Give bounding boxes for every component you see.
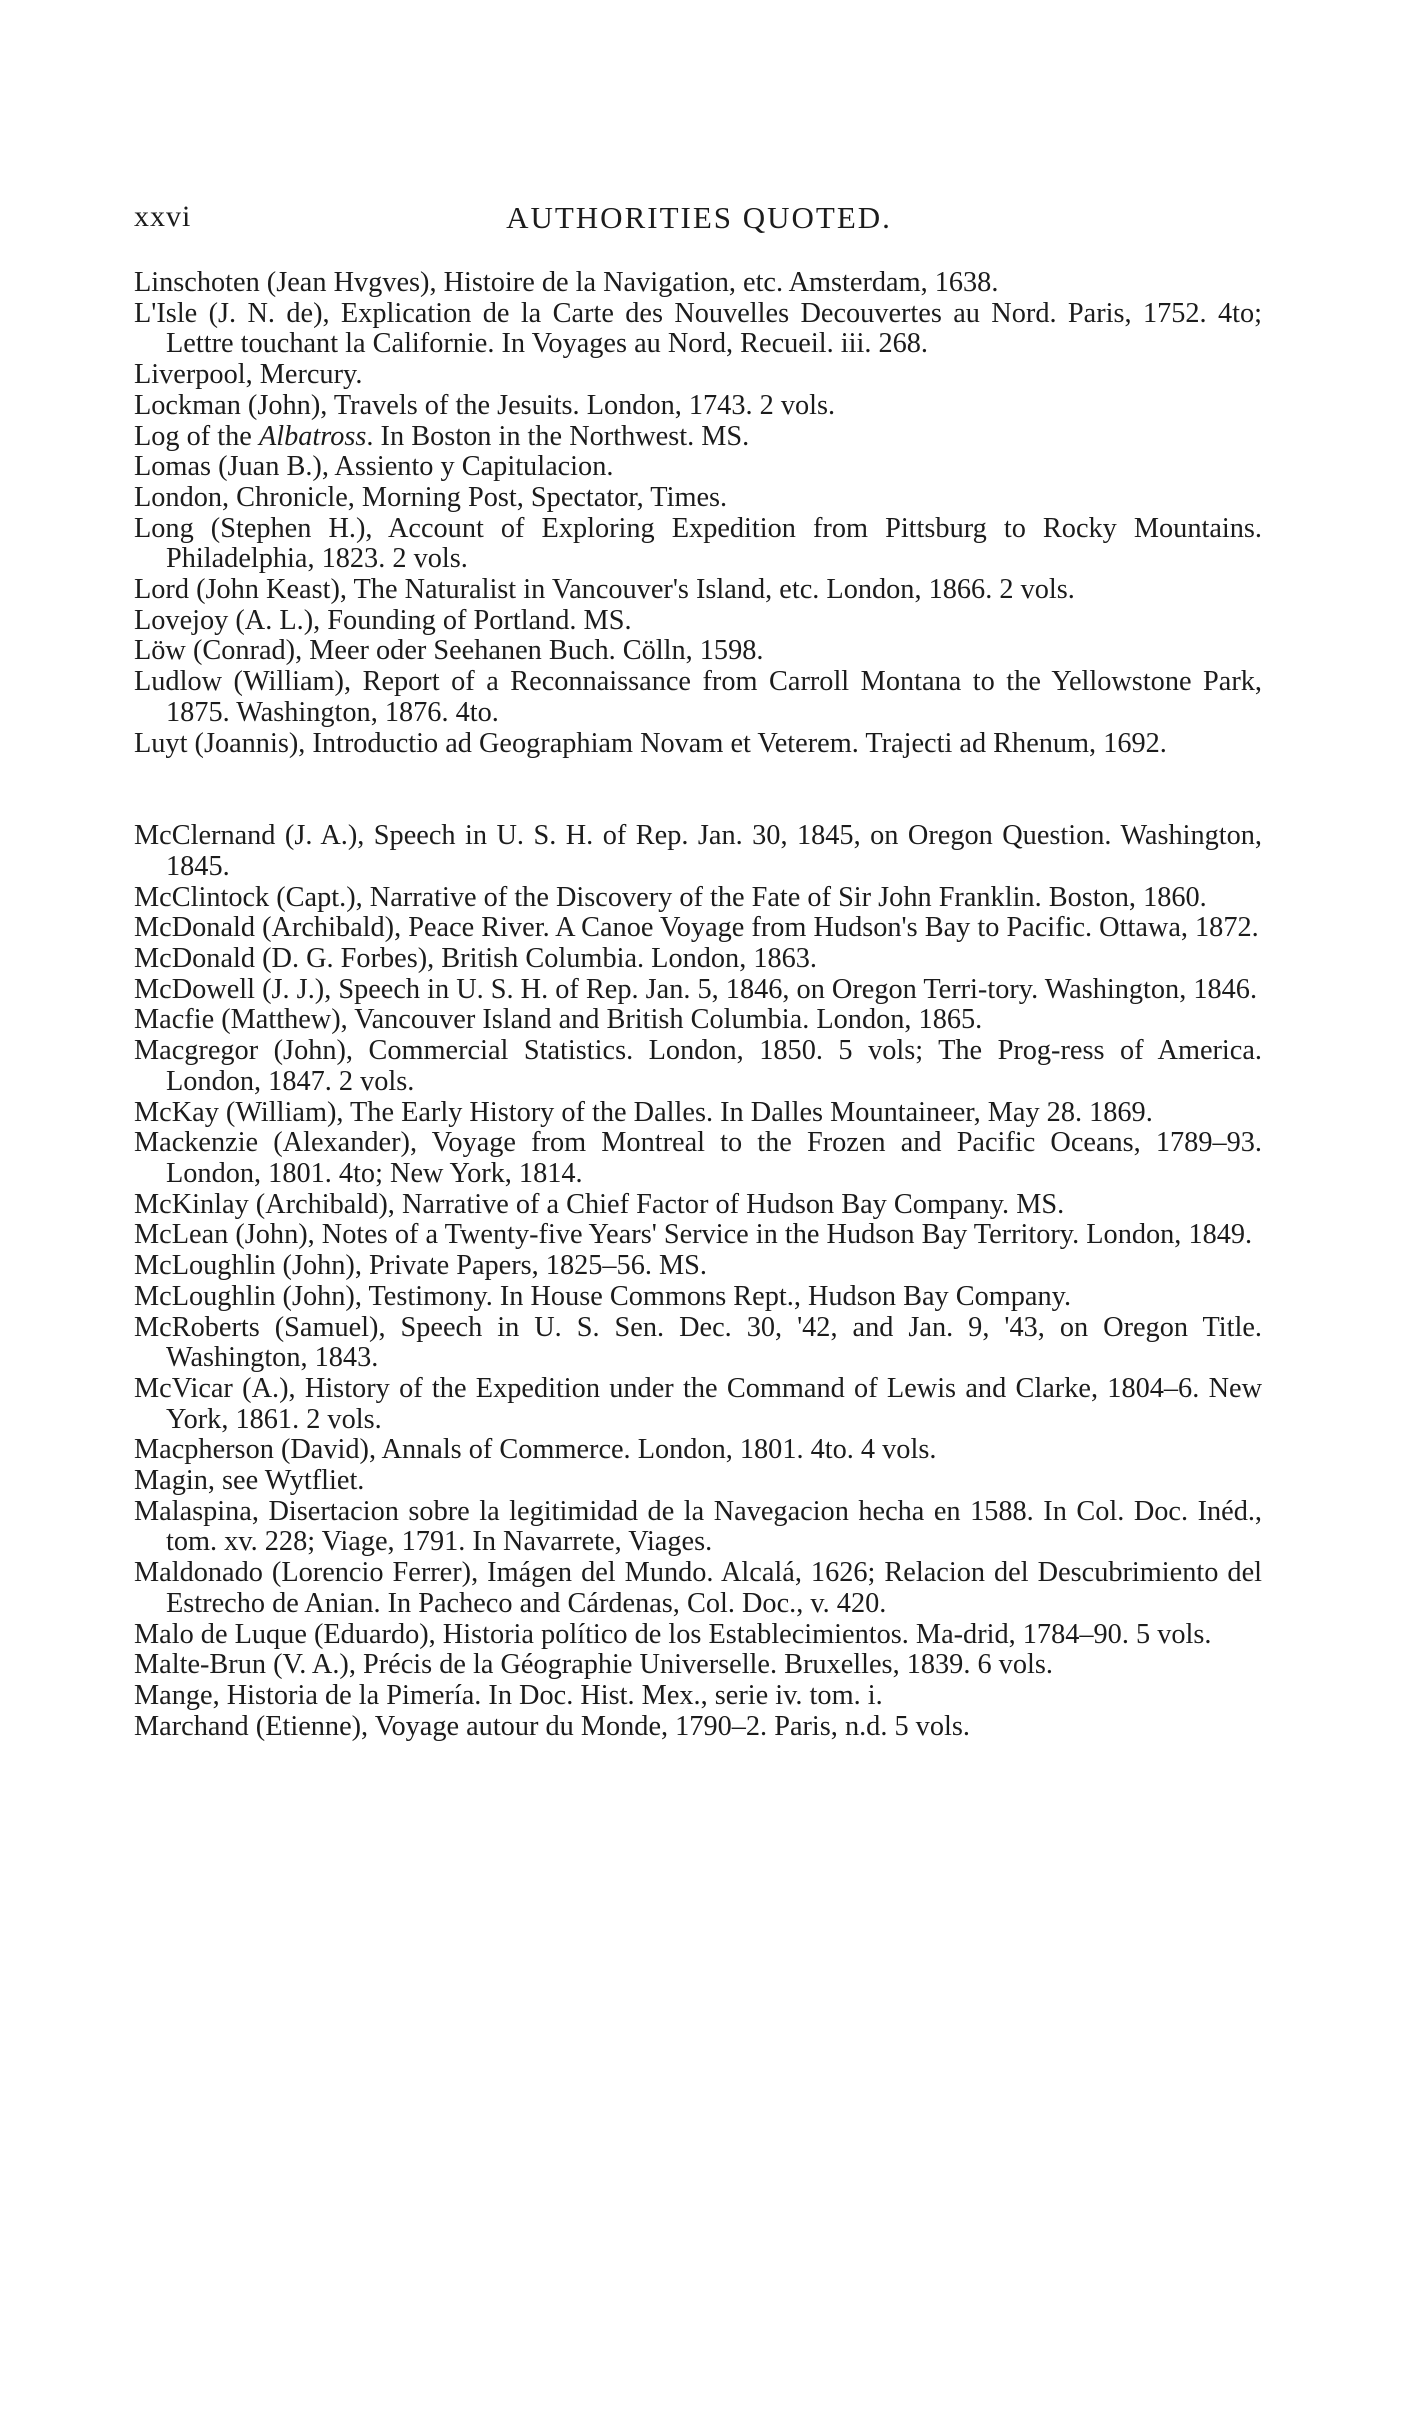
bibliography-entry: Log of the Albatross. In Boston in the Northwest. MS. (134, 420, 750, 452)
bibliography-entry: Malaspina, Disertacion sobre la legitimidad de la Navegacion hecha en 1588. In Col. Doc. Inéd., tom. xv. 228; Viage, 1791. In Navarrete, Viages. (134, 1495, 1262, 1558)
page-number: xxvi (134, 200, 192, 233)
bibliography-entry: Lord (John Keast), The Naturalist in Vancouver's Island, etc. London, 1866. 2 vols. (134, 574, 1075, 606)
bibliography-entry: Luyt (Joannis), Introductio ad Geographiam Novam et Veterem. Trajecti ad Rhenum, 1692. (134, 727, 1167, 759)
bibliography-entry: McLean (John), Notes of a Twenty-five Years' Service in the Hudson Bay Territory. London, 1849. (134, 1219, 1253, 1251)
bibliography-entry: McVicar (A.), History of the Expedition under the Command of Lewis and Clarke, 1804–6. New York, 1861. 2 vols. (134, 1372, 1262, 1435)
bibliography-entry: L'Isle (J. N. de), Explication de la Carte des Nouvelles Decouvertes au Nord. Paris, 1752. 4to; Lettre touchant la Californie. In Voyages au Nord, Recueil. iii. 268. (134, 297, 1262, 360)
bibliography-entry: Lovejoy (A. L.), Founding of Portland. MS. (134, 604, 632, 636)
bibliography-entry: Löw (Conrad), Meer oder Seehanen Buch. Cölln, 1598. (134, 635, 764, 667)
bibliography-entry: Mackenzie (Alexander), Voyage from Montreal to the Frozen and Pacific Oceans, 1789–93. London, 1801. 4to; New York, 1814. (134, 1127, 1262, 1189)
bibliography-entry: Macfie (Matthew), Vancouver Island and British Columbia. London, 1865. (134, 1004, 983, 1036)
section-divider (134, 759, 1262, 821)
bibliography-entry: McLoughlin (John), Private Papers, 1825–56. MS. (134, 1250, 707, 1282)
bibliography-entry: Macgregor (John), Commercial Statistics. London, 1850. 5 vols; The Prog-ress of America. London, 1847. 2 vols. (134, 1035, 1262, 1097)
page-header (134, 200, 1264, 244)
bibliography-entry: Lockman (John), Travels of the Jesuits. London, 1743. 2 vols. (134, 389, 836, 421)
bibliography-entry: Ludlow (William), Report of a Reconnaissance from Carroll Montana to the Yellowstone Park, 1875. Washington, 1876. 4to. (134, 666, 1262, 728)
bibliography-entry: Malte-Brun (V. A.), Précis de la Géographie Universelle. Bruxelles, 1839. 6 vols. (134, 1649, 1053, 1681)
bibliography-entry: McRoberts (Samuel), Speech in U. S. Sen. Dec. 30, '42, and Jan. 9, '43, on Oregon Title. Washington, 1843. (134, 1311, 1262, 1374)
bibliography-entry: Maldonado (Lorencio Ferrer), Imágen del Mundo. Alcalá, 1626; Relacion del Descubrimiento del Estrecho de Anian. In Pacheco and Cárdenas, Col. Doc., v. 420. (134, 1557, 1262, 1619)
bibliography-entry: Malo de Luque (Eduardo), Historia político de los Establecimientos. Ma-drid, 1784–90. 5 vols. (134, 1618, 1212, 1650)
bibliography-entry: Lomas (Juan B.), Assiento y Capitulacion. (134, 451, 614, 483)
bibliography-entry: Marchand (Etienne), Voyage autour du Monde, 1790–2. Paris, n.d. 5 vols. (134, 1710, 970, 1742)
bibliography-entry: McKinlay (Archibald), Narrative of a Chief Factor of Hudson Bay Company. MS. (134, 1188, 1065, 1220)
bibliography-entry: Mange, Historia de la Pimería. In Doc. Hist. Mex., serie iv. tom. i. (134, 1679, 883, 1711)
bibliography-entry: McDonald (Archibald), Peace River. A Canoe Voyage from Hudson's Bay to Pacific. Ottawa, 1872. (134, 912, 1259, 944)
bibliography-entry: Long (Stephen H.), Account of Exploring Expedition from Pittsburg to Rocky Mountains. Philadelphia, 1823. 2 vols. (134, 512, 1262, 575)
bibliography-entry: London, Chronicle, Morning Post, Spectator, Times. (134, 481, 728, 513)
bibliography-entry: McLoughlin (John), Testimony. In House Commons Rept., Hudson Bay Company. (134, 1280, 1072, 1312)
bibliography-entry: McDowell (J. J.), Speech in U. S. H. of Rep. Jan. 5, 1846, on Oregon Terri-tory. Washington, 1846. (134, 973, 1258, 1005)
bibliography-entry: Magin, see Wytfliet. (134, 1465, 365, 1497)
bibliography-entry: McKay (William), The Early History of the Dalles. In Dalles Mountaineer, May 28. 1869. (134, 1096, 1153, 1128)
bibliography-entry: Macpherson (David), Annals of Commerce. London, 1801. 4to. 4 vols. (134, 1434, 937, 1466)
ship-name-italic: Albatross (258, 420, 367, 452)
bibliography-entry: Liverpool, Mercury. (134, 359, 363, 391)
bibliography-list (134, 268, 1262, 1742)
page-title: AUTHORITIES QUOTED. (506, 200, 892, 235)
bibliography-entry: McClernand (J. A.), Speech in U. S. H. of Rep. Jan. 30, 1845, on Oregon Question. Washington, 1845. (134, 820, 1262, 882)
bibliography-entry: McClintock (Capt.), Narrative of the Discovery of the Fate of Sir John Franklin. Boston, 1860. (134, 881, 1207, 913)
bibliography-entry: McDonald (D. G. Forbes), British Columbia. London, 1863. (134, 943, 818, 975)
bibliography-entry: Linschoten (Jean Hvgves), Histoire de la Navigation, etc. Amsterdam, 1638. (134, 267, 999, 298)
